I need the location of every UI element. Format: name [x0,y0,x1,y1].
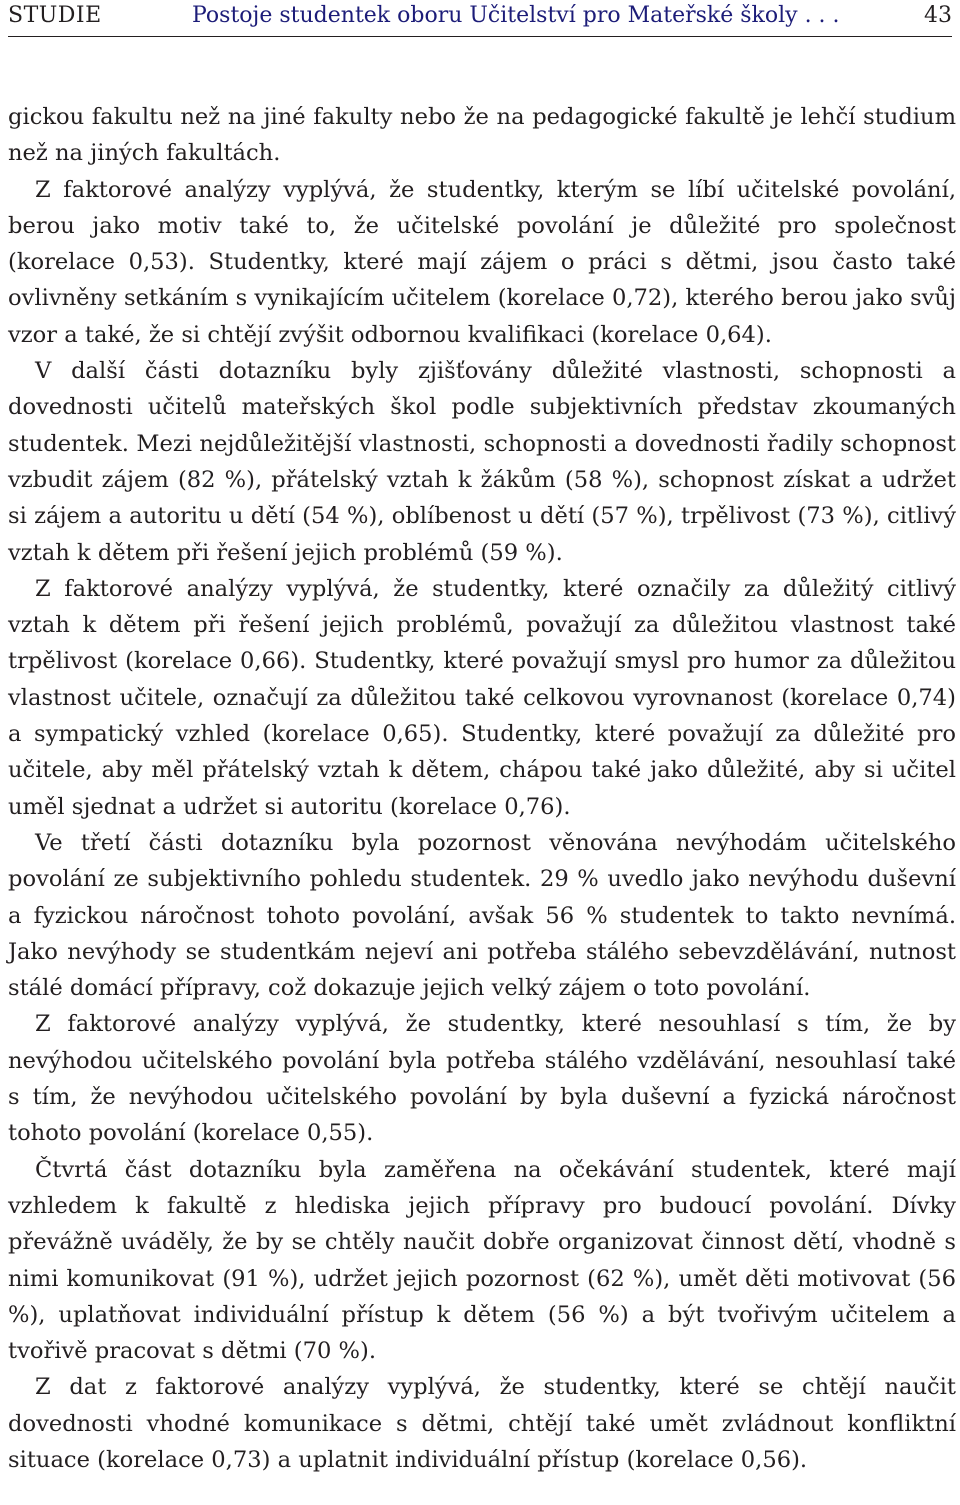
paragraph-continued: gickou fakultu než na jiné fakulty nebo že na pedagogické fakultě je lehčí studium než na jiných fakultách. [8,104,956,167]
section-label: STUDIE [8,3,102,28]
paragraph: V další části dotazníku byly zjišťovány důležité vlastnosti, schopnosti a dovednosti učitelů mateřských škol podle subjektivních představ zkoumaných studentek. Mezi nejdůležitější vlastnosti, schopnosti a dovednosti řadily schopnost vzbudit zájem (82 %), přátelský vztah k žákům (58 %), schopnost získat a udržet si zájem a autoritu u dětí (54 %), oblíbenost u dětí (57 %), trpělivost (73 %), citlivý vztah k dětem při řešení jejich problémů (59 %). [8,358,956,566]
paragraph: Z dat z faktorové analýzy vyplývá, že studentky, které se chtějí naučit dovednosti vhodné komunikace s dětmi, chtějí také umět zvládnout konfliktní situace (korelace 0,73) a uplatnit individuální přístup (korelace 0,56). [8,1374,956,1473]
paragraph: Čtvrtá část dotazníku byla zaměřena na očekávání studentek, které mají vzhledem k fakultě z hlediska jejich přípravy pro budoucí povolání. Dívky převážně uváděly, že by se chtěly naučit dobře organizovat činnost dětí, vhodně s nimi komunikovat (91 %), udržet jejich pozornost (62 %), umět děti motivovat (56 %), uplatňovat individuální přístup k dětem (56 %) a být tvořivým učitelem a tvořivě pracovat s dětmi (70 %). [8,1156,956,1365]
paragraph: Z faktorové analýzy vyplývá, že studentky, kterým se líbí učitelské povolání, berou jako motiv také to, že učitelské povolání je důležité pro společnost (korelace 0,53). Studentky, které mají zájem o práci s dětmi, jsou často také ovlivněny setkáním s vynikajícím učitelem (korelace 0,72), kterého berou jako svůj vzor a také, že si chtějí zvýšit odbornou kvalifikaci (korelace 0,64). [8,176,956,348]
page-number: 43 [924,3,952,28]
article-body [8,99,956,1478]
paragraph: Ve třetí části dotazníku byla pozornost věnována nevýhodám učitelského povolání ze subjektivního pohledu studentek. 29 % uvedlo jako nevýhodu duševní a fyzickou náročnost tohoto povolání, avšak 56 % studentek to takto nevnímá. Jako nevýhody se studentkám nejeví ani potřeba stálého sebevzdělávání, nutnost stálé domácí přípravy, což dokazuje jejich velký zájem o toto povolání. [8,829,956,1002]
paragraph: Z faktorové analýzy vyplývá, že studentky, které nesouhlasí s tím, že by nevýhodou učitelského povolání byla potřeba stálého vzdělávání, nesouhlasí také s tím, že nevýhodou učitelského povolání by byla duševní a fyzická náročnost tohoto povolání (korelace 0,55). [8,1011,956,1147]
article-title: Postoje studentek oboru Učitelství pro Mateřské školy . . . [192,3,840,28]
running-header [8,0,952,37]
paragraph: Z faktorové analýzy vyplývá, že studentky, které označily za důležitý citlivý vztah k dětem při řešení jejich problémů, považují za důležitou vlastnost také trpělivost (korelace 0,66). Studentky, které považují smysl pro humor za důležitou vlastnost učitele, označují za důležitou také celkovou vyrovnanost (korelace 0,74) a sympatický vzhled (korelace 0,65). Studentky, které považují za důležité pro učitele, aby měl přátelský vztah k dětem, chápou také jako důležité, aby si učitel uměl sjednat a udržet si autoritu (korelace 0,76). [8,575,956,820]
